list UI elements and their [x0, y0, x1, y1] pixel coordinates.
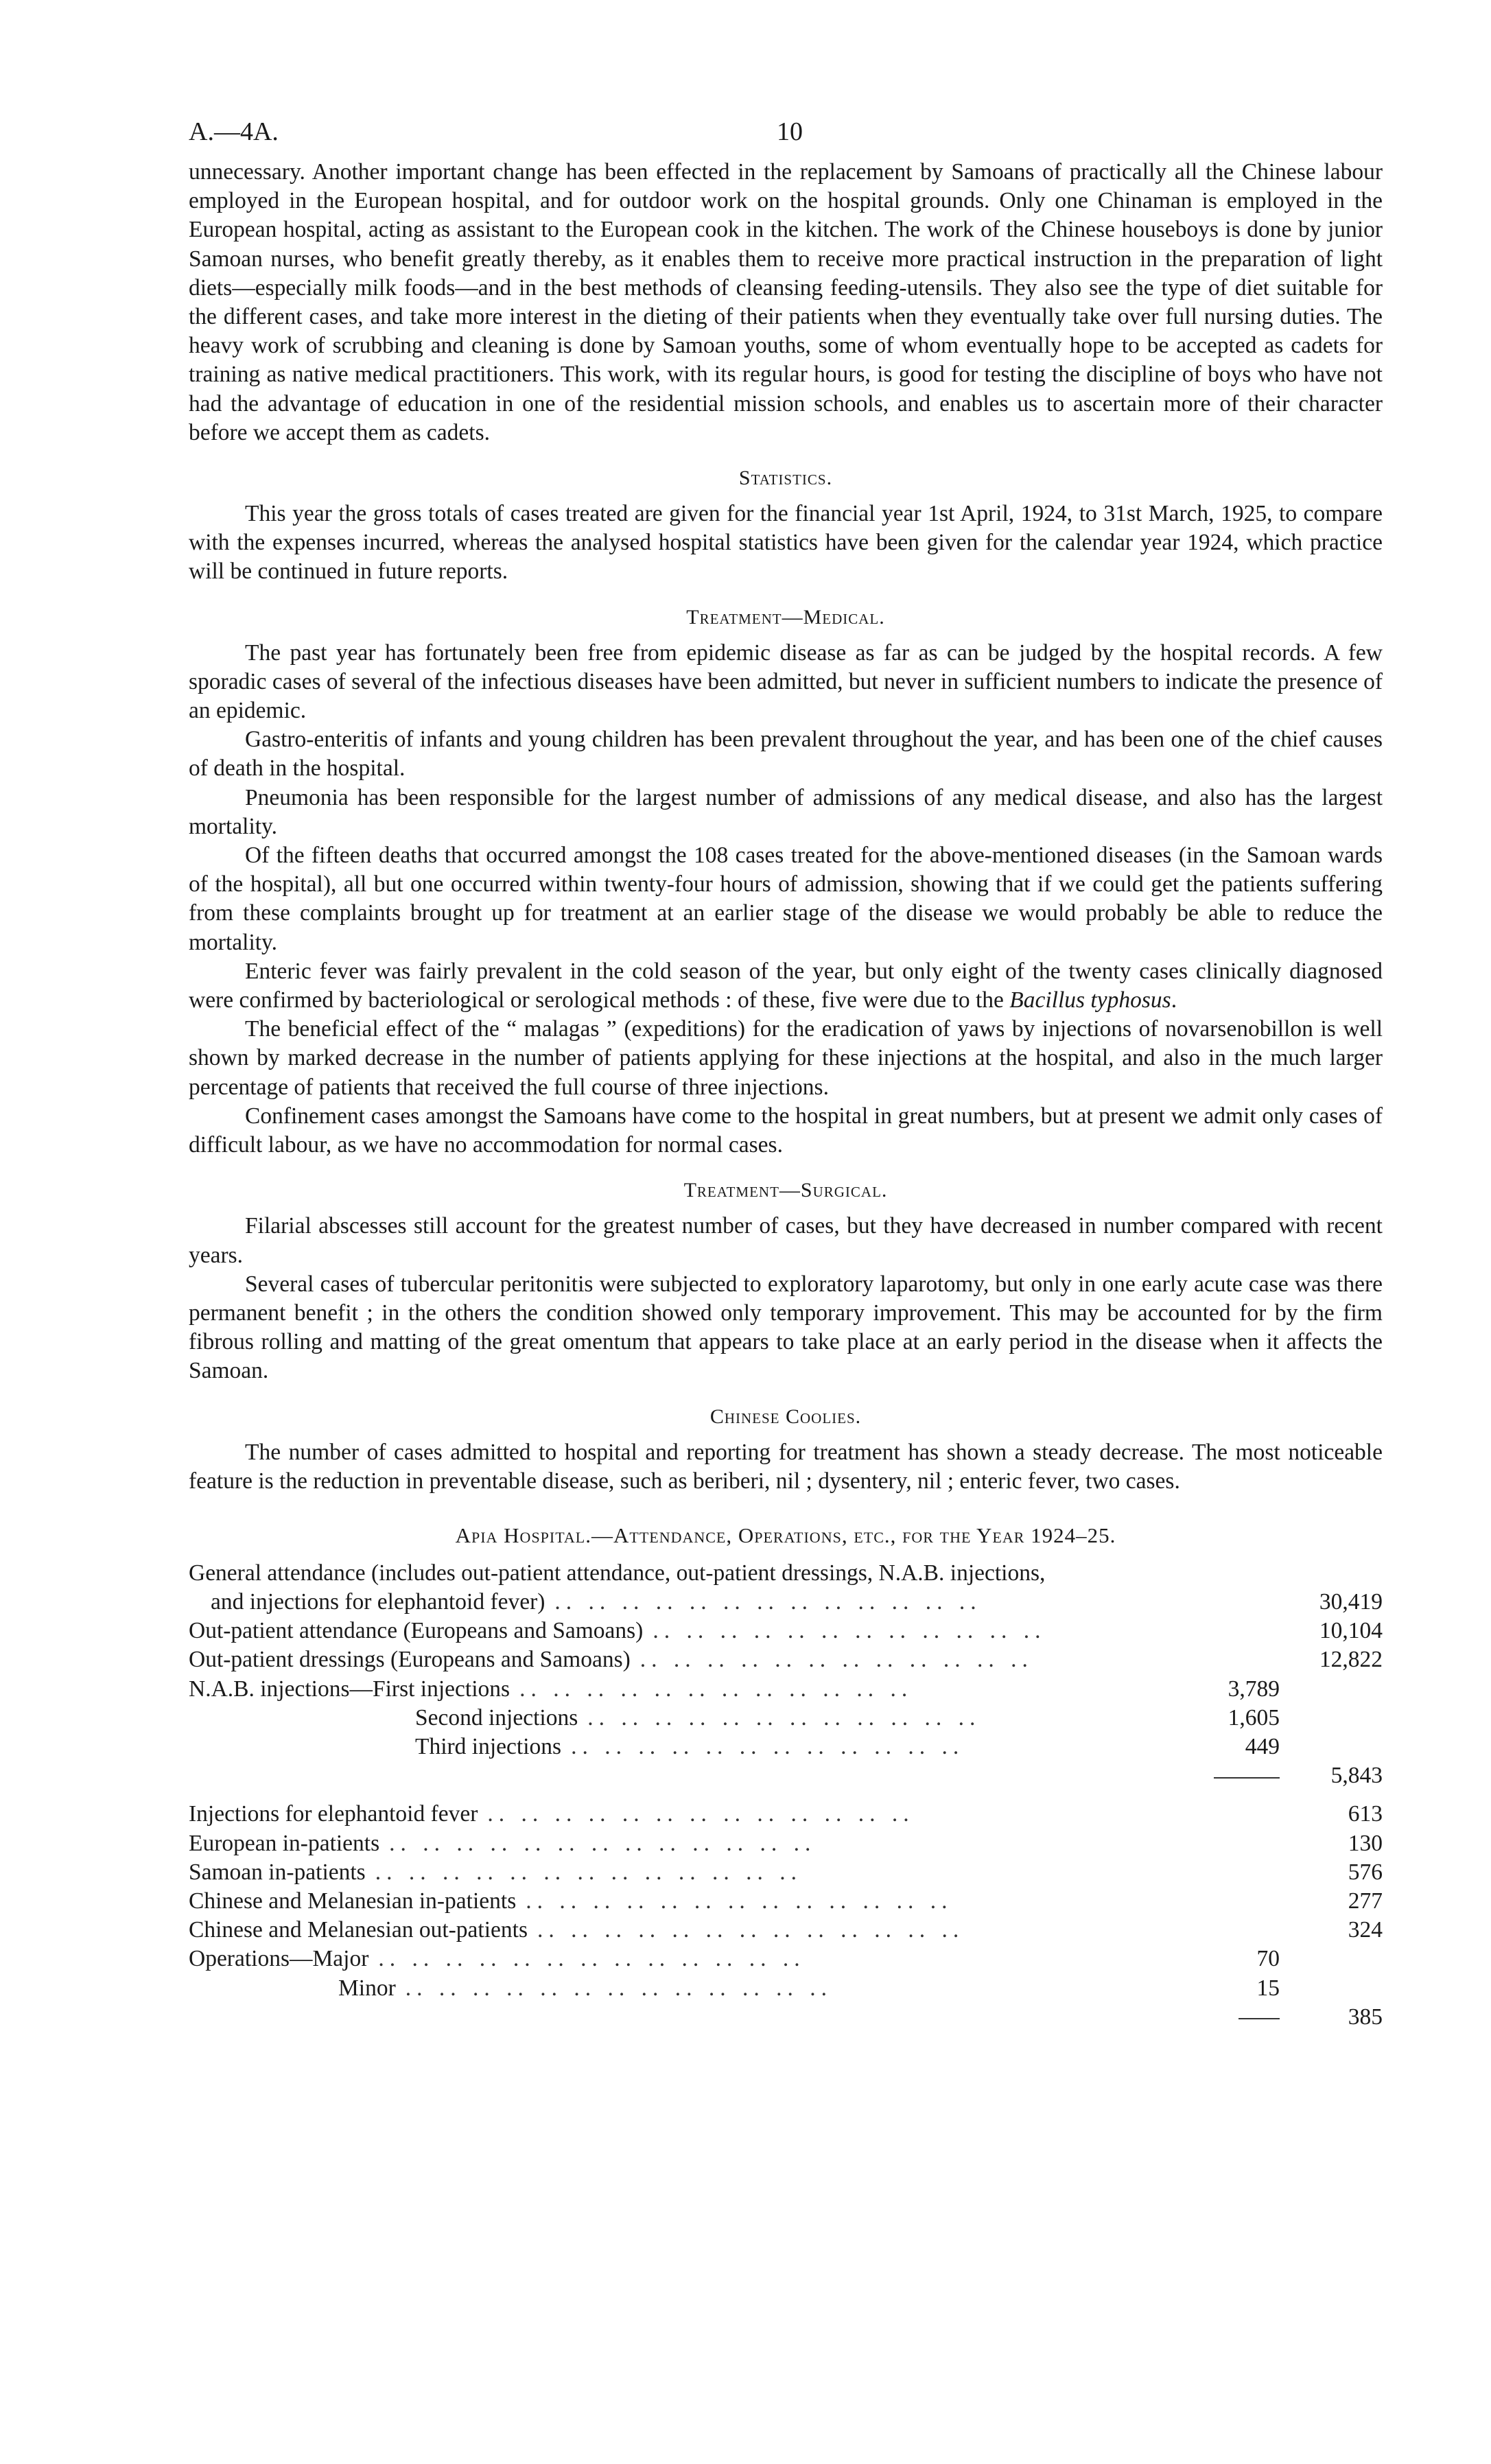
ops-major-label: Operations—Major — [189, 1946, 369, 1972]
table-row — [189, 1617, 1383, 1645]
leader-dots: .. .. .. .. .. .. .. .. .. .. .. .. — [519, 1676, 913, 1702]
simple-rows — [189, 1800, 1383, 1945]
leader-dots: .. .. .. .. .. .. .. .. .. .. .. .. .. — [378, 1946, 806, 1972]
medical-paragraph-2: Gastro-enteritis of infants and young children has been prevalent throughout the year, and has been one of the chief causes of death in the hospital. — [189, 727, 1383, 782]
row-value: 576 — [1348, 1859, 1383, 1885]
medical-paragraph-7: Confinement cases amongst the Samoans have come to the hospital in great numbers, but at present we admit only cases of difficult labour, as we have no accommodation for normal cases. — [189, 1103, 1383, 1158]
nab-third-label: Third injections — [415, 1734, 562, 1760]
nab-third-value: 449 — [1245, 1734, 1280, 1760]
leader-dots: .. .. .. .. .. .. .. .. .. .. .. .. .. — [537, 1917, 965, 1943]
leader-dots: .. .. .. .. .. .. .. .. .. .. .. .. .. — [554, 1589, 982, 1615]
outpatient-attendance-value: 10,104 — [1319, 1618, 1383, 1644]
nab-first-value: 3,789 — [1228, 1676, 1280, 1702]
general-attendance-label-cont: and injections for elephantoid fever) — [211, 1589, 545, 1615]
ops-major-value: 70 — [1256, 1946, 1280, 1972]
outpatient-dressings-label: Out-patient dressings (Europeans and Samoans) — [189, 1647, 631, 1673]
table-row — [189, 1974, 1383, 2003]
medical-paragraph-5-lead: Enteric fever was fairly prevalent in the cold season of the year, but only eight of the twenty cases clinically diagnosed were confirmed by bacteriological or serological methods : of these, five were due to the — [189, 958, 1383, 1013]
leader-dots: .. .. .. .. .. .. .. .. .. .. .. .. .. — [405, 1975, 832, 2001]
row-value: 277 — [1348, 1888, 1383, 1914]
ops-subtotal-rule — [1204, 2003, 1280, 2032]
medical-paragraph-6: The beneficial effect of the “ malagas ” (expeditions) for the eradication of yaws by injections of novarsenobillon is well shown by marked decrease in the number of patients applying for these injections at the hospital, and also in the much larger percentage of patients that received the full course of three injections. — [189, 1016, 1383, 1100]
document-reference: A.—4A. — [189, 117, 279, 146]
chinese-heading: Chinese Coolies. — [709, 1405, 862, 1428]
table-row — [189, 1761, 1383, 1790]
medical-heading: Treatment—Medical. — [686, 605, 885, 629]
statistics-heading: Statistics. — [738, 467, 833, 490]
general-attendance-value: 30,419 — [1319, 1589, 1383, 1615]
medical-paragraph-5-tail: . — [1171, 987, 1177, 1013]
statistics-paragraph: This year the gross totals of cases treated are given for the financial year 1st April, 1924, to 31st March, 1925, to compare with the expenses incurred, whereas the analysed hospital statistics have been given for the calendar year 1924, which practice will be continued in future reports. — [189, 501, 1383, 585]
page-number: 10 — [777, 117, 803, 146]
table-row — [189, 1675, 1383, 1704]
leader-dots: .. .. .. .. .. .. .. .. .. .. .. .. — [639, 1647, 1033, 1673]
row-value: 324 — [1348, 1917, 1383, 1943]
surgical-paragraph-2: Several cases of tubercular peritonitis were subjected to exploratory laparotomy, but only in one early acute case was there permanent benefit ; in the others the condition showed only temporary improvement. This may be accounted for by the firm fibrous rolling and matting of the great omentum that appears to take place at an early period in the disease when it affects the Samoan. — [189, 1271, 1383, 1384]
ops-total-value: 385 — [1348, 2004, 1383, 2030]
medical-paragraph-4: Of the fifteen deaths that occurred amongst the 108 cases treated for the above-mentioned diseases (in the Samoan wards of the hospital), all but one occurred within twenty-four hours of admission, showing that if we could get the patients suffering from these complaints brought up for treatment at an earlier stage of the disease we would probably be able to reduce the mortality. — [189, 843, 1383, 955]
table-row — [189, 1887, 1383, 1916]
ops-minor-label: Minor — [338, 1975, 396, 2001]
outpatient-dressings-value: 12,822 — [1319, 1647, 1383, 1673]
table-row — [189, 1588, 1383, 1617]
medical-paragraph-5 — [189, 957, 1383, 1015]
table-row — [189, 1645, 1383, 1674]
table-row — [189, 1559, 1383, 1588]
row-label: Injections for elephantoid fever — [189, 1801, 478, 1827]
chinese-paragraph: The number of cases admitted to hospital and reporting for treatment has shown a steady decrease. The most noticeable feature is the reduction in preventable disease, such as beriberi, nil ; dysentery, nil ; enteric fever, two cases. — [189, 1439, 1383, 1494]
medical-paragraph-1: The past year has fortunately been free from epidemic disease as far as can be judged by the hospital records. A few sporadic cases of several of the infectious diseases have been admitted, but never in sufficient numbers to indicate the presence of an epidemic. — [189, 640, 1383, 724]
general-attendance-label: General attendance (includes out-patient attendance, out-patient dressings, N.A.B. injections, — [189, 1560, 1046, 1586]
document-page — [189, 117, 1383, 2032]
table-row — [189, 1945, 1383, 1973]
leader-dots: .. .. .. .. .. .. .. .. .. .. .. .. .. — [375, 1859, 802, 1885]
row-label: European in-patients — [189, 1830, 380, 1856]
running-head — [189, 117, 1383, 158]
table-row — [189, 1733, 1383, 1761]
subtotal-rule — [1204, 1761, 1280, 1790]
leader-dots: .. .. .. .. .. .. .. .. .. .. .. .. .. — [487, 1801, 915, 1827]
row-label: Chinese and Melanesian out-patients — [189, 1917, 528, 1943]
intro-paragraph: unnecessary. Another important change has been effected in the replacement by Samoans of practically all the Chinese labour employed in the European hospital, and for outdoor work on the hospital grounds. Only one Chinaman is employed in the European hospital, acting as assistant to the European cook in the kitchen. The work of the Chinese houseboys is done by junior Samoan nurses, who benefit greatly thereby, as it enables them to receive more practical instruction in the preparation of light diets—especially milk foods—and in the best methods of cleansing feeding-utensils. They also see the type of diet suitable for the different cases, and take more interest in the dieting of their patients when they eventually take over full nursing duties. The heavy work of scrubbing and cleaning is done by Samoan youths, some of whom eventually hope to be accepted as cadets for training as native medical practitioners. This work, with its regular hours, is good for testing the discipline of boys who have not had the advantage of education in one of the residential mission schools, and enables us to ascertain more of their character before we accept them as cadets. — [189, 159, 1383, 445]
leader-dots: .. .. .. .. .. .. .. .. .. .. .. .. — [653, 1618, 1046, 1644]
row-label: Samoan in-patients — [189, 1859, 366, 1885]
nab-total-value: 5,843 — [1330, 1763, 1383, 1789]
attendance-table — [189, 1559, 1383, 2032]
leader-dots: .. .. .. .. .. .. .. .. .. .. .. .. .. — [389, 1830, 817, 1856]
table-row — [189, 2003, 1383, 2032]
table-row — [189, 1704, 1383, 1733]
row-value: 613 — [1348, 1801, 1383, 1827]
table-row — [189, 1800, 1383, 1829]
nab-second-value: 1,605 — [1228, 1704, 1280, 1730]
row-label: Chinese and Melanesian in-patients — [189, 1888, 517, 1914]
row-value: 130 — [1348, 1830, 1383, 1856]
bacillus-name: Bacillus typhosus — [1009, 987, 1171, 1013]
table-row — [189, 1916, 1383, 1945]
leader-dots: .. .. .. .. .. .. .. .. .. .. .. .. .. — [526, 1888, 953, 1914]
leader-dots: .. .. .. .. .. .. .. .. .. .. .. .. — [587, 1704, 981, 1730]
surgical-heading: Treatment—Surgical. — [683, 1179, 888, 1202]
table-row — [189, 1858, 1383, 1887]
surgical-paragraph-1: Filarial abscesses still account for the greatest number of cases, but they have decreased in number compared with recent years. — [189, 1213, 1383, 1268]
nab-first-label: N.A.B. injections—First injections — [189, 1676, 510, 1702]
table-row — [189, 1829, 1383, 1858]
table-title: Apia Hospital.—Attendance, Operations, etc., for the Year 1924–25. — [455, 1523, 1116, 1547]
leader-dots: .. .. .. .. .. .. .. .. .. .. .. .. — [571, 1734, 965, 1760]
nab-second-label: Second injections — [415, 1704, 578, 1730]
medical-paragraph-3: Pneumonia has been responsible for the largest number of admissions of any medical disease, and also has the largest mortality. — [189, 784, 1383, 839]
ops-minor-value: 15 — [1256, 1975, 1280, 2001]
outpatient-attendance-label: Out-patient attendance (Europeans and Samoans) — [189, 1618, 644, 1644]
